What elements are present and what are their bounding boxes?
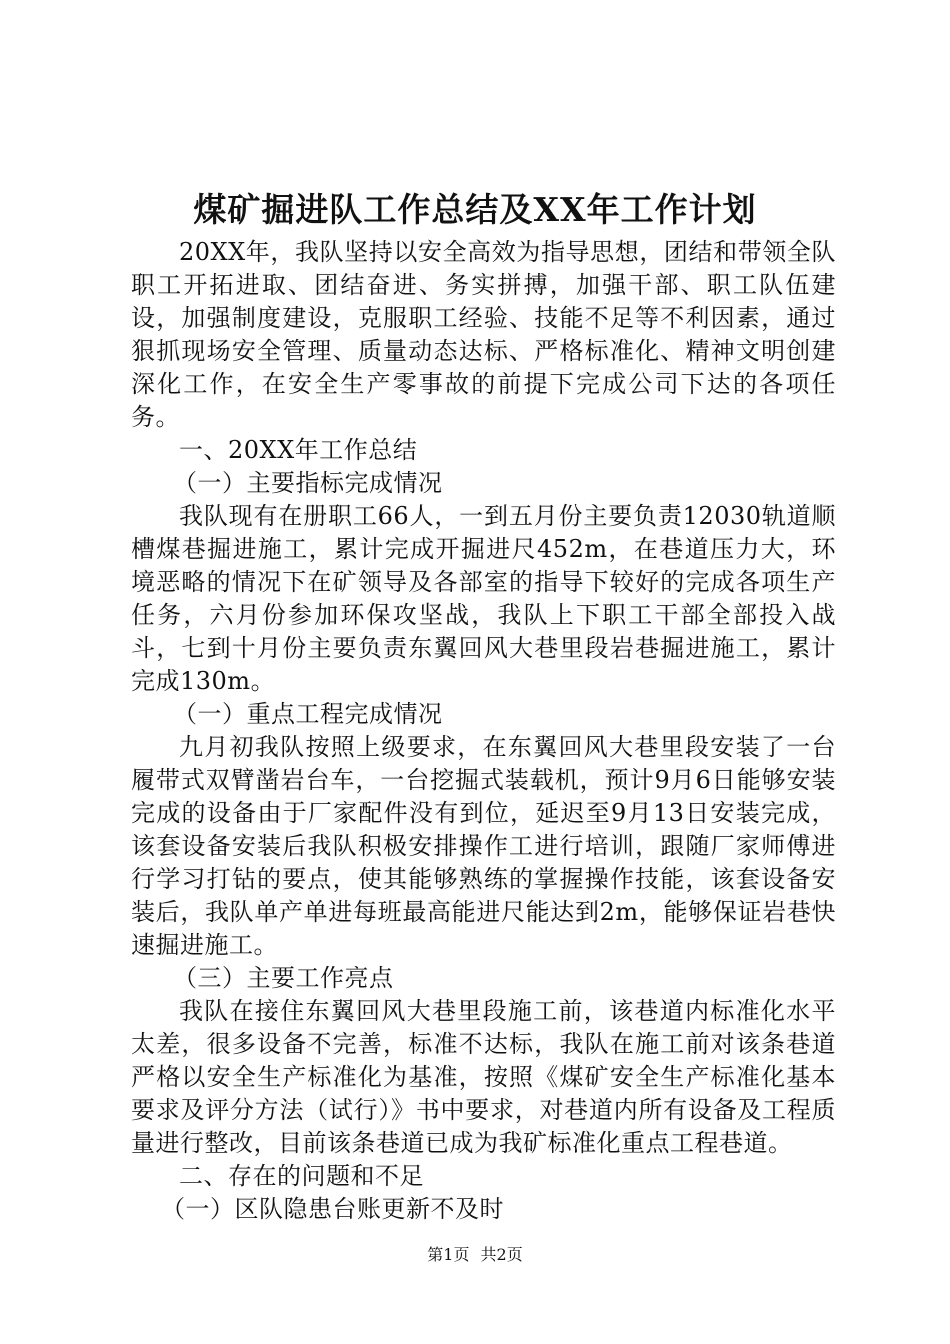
page-footer: [0, 1244, 950, 1266]
body-paragraph: 我队现有在册职工66人，一到五月份主要负责12030轨道顺槽煤巷掘进施工，累计完成开掘进尺452m，在巷道压力大，环境恶略的情况下在矿领导及各部室的指导下较好的完成各项生产任务，六月份参加环保攻坚战，我队上下职工干部全部投入战斗，七到十月份主要负责东翼回风大巷里段岩巷掘进施工，累计完成130m。: [131, 502, 836, 695]
subsection-heading-1: （一）主要指标完成情况: [173, 469, 443, 497]
subsection-heading-3: （三）主要工作亮点: [173, 964, 394, 992]
intro-paragraph: 20XX年，我队坚持以安全高效为指导思想，团结和带领全队职工开拓进取、团结奋进、务实拼搏，加强干部、职工队伍建设，加强制度建设，克服职工经验、技能不足等不利因素，通过狠抓现场安全管理、质量动态达标、严格标准化、精神文明创建深化工作，在安全生产零事故的前提下完成公司下达的各项任务。: [131, 238, 836, 431]
document-title: 煤矿掘进队工作总结及XX年工作计划: [193, 190, 757, 229]
document-body: [131, 236, 836, 1226]
subsection-heading-2: （一）重点工程完成情况: [173, 700, 443, 728]
page-total: 共2页: [480, 1245, 523, 1264]
subsection-heading-4: （一）区队隐患台账更新不及时: [161, 1195, 504, 1223]
body-paragraph: 九月初我队按照上级要求，在东翼回风大巷里段安装了一台履带式双臂凿岩台车，一台挖掘式装载机，预计9月6日能够安装完成的设备由于厂家配件没有到位，延迟至9月13日安装完成，该套设备安装后我队积极安排操作工进行培训，跟随厂家师傅进行学习打钻的要点，使其能够熟练的掌握操作技能，该套设备安装后，我队单产单进每班最高能进尺能达到2m，能够保证岩巷快速掘进施工。: [131, 733, 836, 959]
section-heading-2: 二、存在的问题和不足: [179, 1162, 424, 1190]
page-number: 第1页: [427, 1245, 470, 1264]
body-paragraph: 我队在接住东翼回风大巷里段施工前，该巷道内标准化水平太差，很多设备不完善，标准不达标，我队在施工前对该条巷道严格以安全生产标准化为基准，按照《煤矿安全生产标准化基本要求及评分方法（试行）》书中要求，对巷道内所有设备及工程质量进行整改，目前该条巷道已成为我矿标准化重点工程巷道。: [131, 997, 836, 1157]
section-heading-1: 一、20XX年工作总结: [179, 436, 418, 464]
